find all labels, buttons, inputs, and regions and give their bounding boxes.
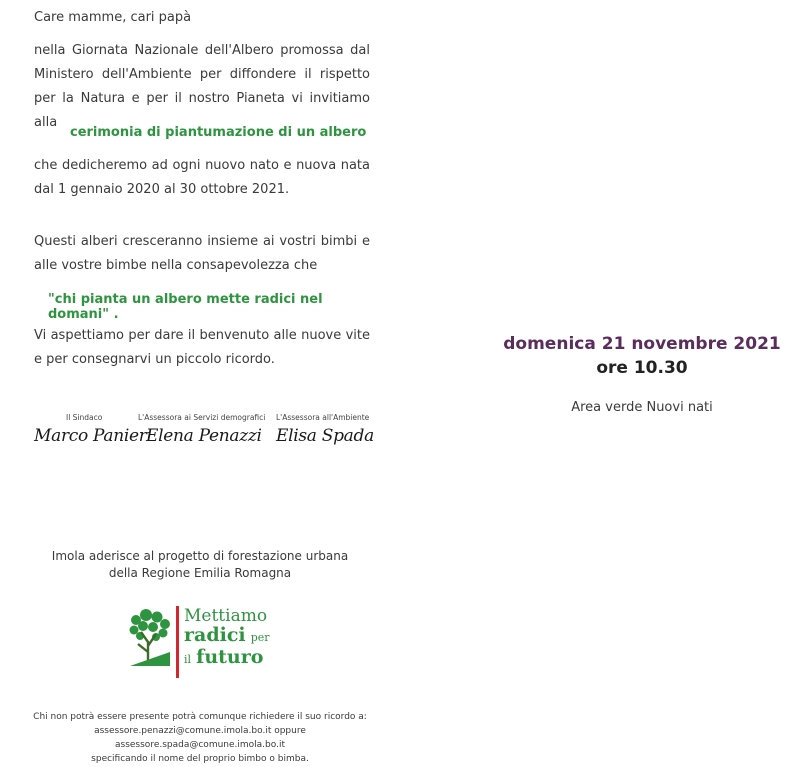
logo-word-il: il — [184, 653, 192, 666]
signature-role: Il Sindaco — [66, 413, 103, 422]
intro-paragraph: nella Giornata Nazionale dell'Albero promossa dal Ministero dell'Ambiente per diffondere il rispetto per la Natura e per il nostro Pianeta vi invitiamo alla — [34, 43, 370, 130]
signature-name: Marco Panieri — [34, 426, 152, 446]
signature-role: L'Assessora ai Servizi demografici — [138, 413, 266, 422]
logo-word-futuro: futuro — [196, 646, 264, 668]
footer-line-4: specificando il nome del proprio bimbo o bimba. — [91, 754, 309, 764]
mettiamo-radici-logo — [126, 606, 276, 678]
signature-name: Elisa Spada — [276, 426, 374, 446]
signature-mayor — [34, 413, 152, 446]
signature-name: Elena Penazzi — [146, 426, 262, 446]
greeting: Care mamme, cari papà — [34, 10, 192, 25]
footer-email-spada: assessore.spada@comune.imola.bo.it — [115, 740, 285, 750]
logo-line-futuro — [184, 646, 263, 668]
event-place: Area verde Nuovi nati — [571, 400, 713, 415]
project-text — [40, 548, 360, 582]
project-line-2: della Regione Emilia Romagna — [108, 566, 292, 580]
footer-email-penazzi: assessore.penazzi@comune.imola.bo.it oppure — [94, 726, 306, 736]
signature-role: L'Assessora all'Ambiente — [276, 413, 370, 422]
welcome-paragraph: Vi aspettiamo per dare il benvenuto alle nuove vite e per consegnarvi un piccolo ricordo. — [34, 328, 370, 367]
tree-icon — [126, 608, 174, 668]
logo-word-per: per — [250, 631, 270, 644]
event-date: domenica 21 novembre 2021 — [503, 334, 781, 354]
signature-environment — [276, 413, 374, 446]
logo-word-radici: radici — [184, 624, 246, 646]
ceremony-highlight: cerimonia di piantumazione di un albero — [70, 125, 367, 140]
logo-line-radici — [184, 624, 270, 646]
project-line-1: Imola aderisce al progetto di forestazione urbana — [51, 549, 349, 563]
footer-note — [10, 710, 390, 766]
quote-highlight: "chi pianta un albero mette radici nel domani" . — [48, 292, 323, 322]
dedication-paragraph: che dedicheremo ad ogni nuovo nato e nuova nata dal 1 gennaio 2020 al 30 ottobre 2021. — [34, 158, 370, 197]
logo-word-mettiamo: Mettiamo — [184, 606, 268, 626]
footer-line-1: Chi non potrà essere presente potrà comunque richiedere il suo ricordo a: — [33, 712, 367, 722]
event-time: ore 10.30 — [596, 358, 688, 378]
growth-paragraph: Questi alberi cresceranno insieme ai vostri bimbi e alle vostre bimbe nella consapevolezza che — [34, 234, 370, 273]
signature-demographics — [138, 413, 265, 446]
logo-divider — [176, 606, 179, 678]
